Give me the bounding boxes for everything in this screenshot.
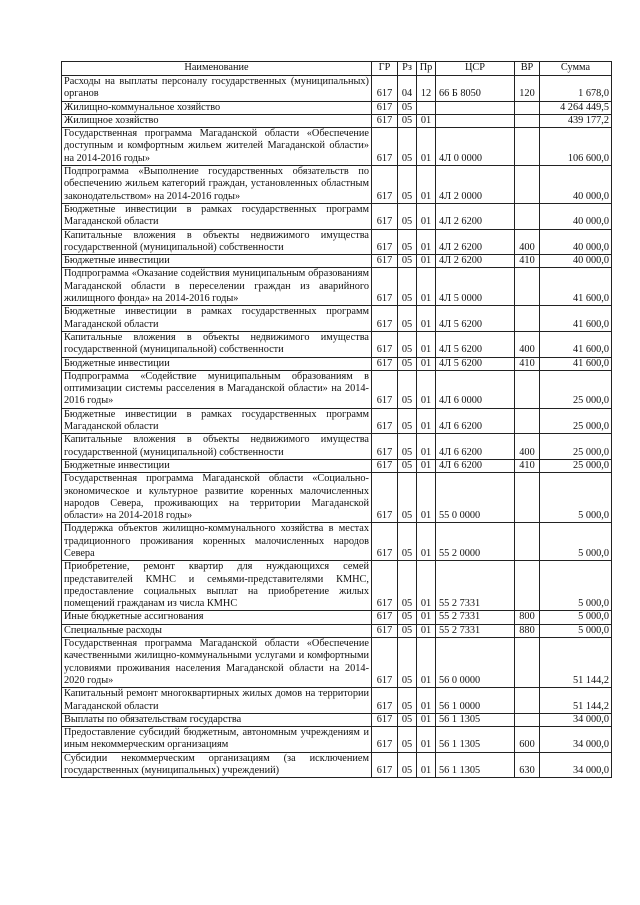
cell-vr: 120 [515, 76, 540, 102]
cell-csr: 4Л 5 6200 [436, 357, 515, 370]
cell-sum: 5 000,0 [540, 473, 612, 523]
cell-sum: 51 144,2 [540, 688, 612, 714]
cell-rz: 05 [398, 114, 417, 127]
table-row [62, 624, 612, 637]
cell-csr: 4Л 5 6200 [436, 331, 515, 357]
cell-csr: 4Л 2 6200 [436, 203, 515, 229]
cell-sum: 5 000,0 [540, 523, 612, 561]
cell-pr: 01 [417, 114, 436, 127]
cell-csr: 56 1 1305 [436, 727, 515, 753]
cell-name: Подпрограмма «Выполнение государственных обязательств по обеспечению жильем категорий граждан, установленных областным законодательством» на 2014-2016 годы» [62, 166, 372, 204]
table-row [62, 203, 612, 229]
cell-pr: 12 [417, 76, 436, 102]
cell-pr: 01 [417, 268, 436, 306]
cell-name: Подпрограмма «Содействие муниципальным образованиям в оптимизации системы расселения в Магаданской области» на 2014-2016 годы» [62, 370, 372, 408]
cell-pr: 01 [417, 128, 436, 166]
cell-csr: 4Л 2 6200 [436, 255, 515, 268]
cell-pr: 01 [417, 370, 436, 408]
cell-csr: 55 2 7331 [436, 561, 515, 611]
cell-vr: 400 [515, 434, 540, 460]
cell-name: Капитальные вложения в объекты недвижимого имущества государственной (муниципальной) собственности [62, 229, 372, 255]
cell-gr: 617 [372, 203, 398, 229]
cell-gr: 617 [372, 101, 398, 114]
cell-rz: 05 [398, 229, 417, 255]
table-row [62, 229, 612, 255]
cell-gr: 617 [372, 331, 398, 357]
cell-pr: 01 [417, 727, 436, 753]
cell-vr: 410 [515, 255, 540, 268]
cell-vr [515, 713, 540, 726]
cell-sum: 5 000,0 [540, 611, 612, 624]
cell-vr [515, 306, 540, 332]
header-pr: Пр [417, 62, 436, 76]
cell-csr: 55 2 7331 [436, 611, 515, 624]
cell-rz: 05 [398, 638, 417, 688]
cell-gr: 617 [372, 128, 398, 166]
cell-name: Специальные расходы [62, 624, 372, 637]
cell-name: Бюджетные инвестиции [62, 255, 372, 268]
cell-name: Капитальный ремонт многоквартирных жилых домов на территории Магаданской области [62, 688, 372, 714]
cell-gr: 617 [372, 713, 398, 726]
cell-pr: 01 [417, 752, 436, 778]
cell-name: Государственная программа Магаданской области «Обеспечение доступным и комфортным жильем жителей Магаданской области» на 2014-2016 годы» [62, 128, 372, 166]
cell-gr: 617 [372, 114, 398, 127]
cell-rz: 05 [398, 713, 417, 726]
cell-pr: 01 [417, 611, 436, 624]
cell-gr: 617 [372, 268, 398, 306]
cell-csr: 56 1 0000 [436, 688, 515, 714]
cell-vr [515, 114, 540, 127]
table-row [62, 128, 612, 166]
cell-csr: 55 0 0000 [436, 473, 515, 523]
header-gr: ГР [372, 62, 398, 76]
cell-sum: 25 000,0 [540, 434, 612, 460]
cell-rz: 05 [398, 459, 417, 472]
cell-rz: 05 [398, 128, 417, 166]
cell-vr [515, 408, 540, 434]
table-row [62, 713, 612, 726]
header-rz: Рз [398, 62, 417, 76]
cell-vr [515, 370, 540, 408]
cell-rz: 05 [398, 688, 417, 714]
cell-name: Государственная программа Магаданской области «Обеспечение качественными жилищно-коммунальными услугами и комфортными условиями проживания населения Магаданской области на 2014-2020 годы» [62, 638, 372, 688]
cell-sum: 41 600,0 [540, 357, 612, 370]
cell-gr: 617 [372, 473, 398, 523]
cell-pr: 01 [417, 523, 436, 561]
budget-table [61, 61, 612, 778]
cell-rz: 05 [398, 434, 417, 460]
cell-gr: 617 [372, 523, 398, 561]
document-page [61, 61, 611, 778]
cell-vr [515, 128, 540, 166]
cell-pr: 01 [417, 166, 436, 204]
cell-csr: 4Л 2 0000 [436, 166, 515, 204]
cell-pr: 01 [417, 434, 436, 460]
cell-gr: 617 [372, 561, 398, 611]
cell-csr: 66 Б 8050 [436, 76, 515, 102]
cell-csr: 56 1 1305 [436, 713, 515, 726]
cell-rz: 05 [398, 523, 417, 561]
cell-gr: 617 [372, 357, 398, 370]
cell-gr: 617 [372, 76, 398, 102]
table-row [62, 434, 612, 460]
table-row [62, 268, 612, 306]
cell-rz: 05 [398, 561, 417, 611]
cell-gr: 617 [372, 434, 398, 460]
cell-gr: 617 [372, 638, 398, 688]
cell-sum: 5 000,0 [540, 624, 612, 637]
cell-vr [515, 166, 540, 204]
cell-gr: 617 [372, 688, 398, 714]
cell-pr: 01 [417, 459, 436, 472]
cell-csr [436, 101, 515, 114]
table-row [62, 357, 612, 370]
cell-name: Жилищное хозяйство [62, 114, 372, 127]
cell-csr: 56 0 0000 [436, 638, 515, 688]
cell-sum: 106 600,0 [540, 128, 612, 166]
cell-name: Подпрограмма «Оказание содействия муниципальным образованиям Магаданской области в переселении граждан из аварийного жилищного фонда» на 2014-2016 годы» [62, 268, 372, 306]
cell-rz: 04 [398, 76, 417, 102]
cell-name: Расходы на выплаты персоналу государственных (муниципальных) органов [62, 76, 372, 102]
table-row [62, 611, 612, 624]
cell-name: Поддержка объектов жилищно-коммунального хозяйства в местах традиционного проживания коренных малочисленных народов Севера [62, 523, 372, 561]
cell-gr: 617 [372, 255, 398, 268]
cell-gr: 617 [372, 166, 398, 204]
cell-sum: 34 000,0 [540, 713, 612, 726]
cell-name: Бюджетные инвестиции в рамках государственных программ Магаданской области [62, 408, 372, 434]
cell-sum: 41 600,0 [540, 331, 612, 357]
cell-csr [436, 114, 515, 127]
cell-pr: 01 [417, 357, 436, 370]
cell-vr: 880 [515, 624, 540, 637]
cell-pr: 01 [417, 561, 436, 611]
cell-gr: 617 [372, 727, 398, 753]
cell-rz: 05 [398, 611, 417, 624]
table-row [62, 255, 612, 268]
table-row [62, 331, 612, 357]
cell-csr: 4Л 6 6200 [436, 434, 515, 460]
cell-vr [515, 473, 540, 523]
cell-gr: 617 [372, 611, 398, 624]
cell-rz: 05 [398, 357, 417, 370]
cell-name: Государственная программа Магаданской области «Социально-экономическое и культурное развитие коренных малочисленных народов Севера, проживающих на территории Магаданской области» на 2014-2018 годы» [62, 473, 372, 523]
cell-sum: 25 000,0 [540, 408, 612, 434]
header-csr: ЦСР [436, 62, 515, 76]
cell-sum: 25 000,0 [540, 459, 612, 472]
cell-name: Приобретение, ремонт квартир для нуждающихся семей представителей КМНС и семьями-представителями КМНС, предоставление социальных выплат на приобретение жилых помещений гражданам из числа КМНС [62, 561, 372, 611]
cell-sum: 40 000,0 [540, 229, 612, 255]
cell-vr [515, 638, 540, 688]
table-row [62, 459, 612, 472]
cell-vr [515, 561, 540, 611]
cell-csr: 4Л 0 0000 [436, 128, 515, 166]
cell-name: Бюджетные инвестиции в рамках государственных программ Магаданской области [62, 203, 372, 229]
cell-name: Субсидии некоммерческим организациям (за исключением государственных (муниципальных) учреждений) [62, 752, 372, 778]
cell-rz: 05 [398, 306, 417, 332]
table-row [62, 752, 612, 778]
cell-gr: 617 [372, 459, 398, 472]
cell-vr [515, 268, 540, 306]
cell-sum: 40 000,0 [540, 255, 612, 268]
cell-sum: 1 678,0 [540, 76, 612, 102]
cell-vr: 600 [515, 727, 540, 753]
cell-rz: 05 [398, 268, 417, 306]
cell-rz: 05 [398, 101, 417, 114]
cell-vr [515, 101, 540, 114]
table-row [62, 370, 612, 408]
cell-gr: 617 [372, 229, 398, 255]
cell-rz: 05 [398, 370, 417, 408]
table-row [62, 408, 612, 434]
cell-pr: 01 [417, 229, 436, 255]
cell-sum: 34 000,0 [540, 752, 612, 778]
cell-csr: 4Л 6 0000 [436, 370, 515, 408]
cell-pr: 01 [417, 255, 436, 268]
cell-sum: 51 144,2 [540, 638, 612, 688]
cell-pr [417, 101, 436, 114]
cell-rz: 05 [398, 624, 417, 637]
cell-name: Иные бюджетные ассигнования [62, 611, 372, 624]
cell-vr [515, 523, 540, 561]
cell-name: Бюджетные инвестиции [62, 459, 372, 472]
table-row [62, 114, 612, 127]
table-row [62, 727, 612, 753]
cell-csr: 4Л 6 6200 [436, 459, 515, 472]
cell-sum: 40 000,0 [540, 203, 612, 229]
cell-sum: 4 264 449,5 [540, 101, 612, 114]
cell-sum: 25 000,0 [540, 370, 612, 408]
table-body [62, 76, 612, 778]
table-row [62, 688, 612, 714]
table-row [62, 561, 612, 611]
table-row [62, 166, 612, 204]
cell-name: Капитальные вложения в объекты недвижимого имущества государственной (муниципальной) собственности [62, 434, 372, 460]
cell-gr: 617 [372, 306, 398, 332]
cell-rz: 05 [398, 473, 417, 523]
cell-csr: 56 1 1305 [436, 752, 515, 778]
cell-rz: 05 [398, 408, 417, 434]
cell-vr [515, 203, 540, 229]
cell-name: Бюджетные инвестиции в рамках государственных программ Магаданской области [62, 306, 372, 332]
cell-rz: 05 [398, 255, 417, 268]
header-sum: Сумма [540, 62, 612, 76]
cell-gr: 617 [372, 370, 398, 408]
cell-sum: 5 000,0 [540, 561, 612, 611]
cell-name: Жилищно-коммунальное хозяйство [62, 101, 372, 114]
table-row [62, 306, 612, 332]
table-row [62, 523, 612, 561]
table-row [62, 638, 612, 688]
cell-vr: 410 [515, 459, 540, 472]
cell-rz: 05 [398, 203, 417, 229]
cell-pr: 01 [417, 331, 436, 357]
cell-pr: 01 [417, 306, 436, 332]
cell-pr: 01 [417, 203, 436, 229]
cell-rz: 05 [398, 752, 417, 778]
header-name: Наименование [62, 62, 372, 76]
cell-vr: 800 [515, 611, 540, 624]
cell-sum: 40 000,0 [540, 166, 612, 204]
cell-csr: 4Л 5 6200 [436, 306, 515, 332]
cell-csr: 4Л 5 0000 [436, 268, 515, 306]
cell-pr: 01 [417, 713, 436, 726]
cell-pr: 01 [417, 688, 436, 714]
cell-sum: 41 600,0 [540, 306, 612, 332]
cell-sum: 41 600,0 [540, 268, 612, 306]
cell-csr: 55 2 0000 [436, 523, 515, 561]
cell-rz: 05 [398, 166, 417, 204]
cell-pr: 01 [417, 624, 436, 637]
cell-vr [515, 688, 540, 714]
cell-name: Бюджетные инвестиции [62, 357, 372, 370]
cell-pr: 01 [417, 408, 436, 434]
cell-pr: 01 [417, 638, 436, 688]
cell-vr: 400 [515, 229, 540, 255]
cell-sum: 439 177,2 [540, 114, 612, 127]
cell-gr: 617 [372, 752, 398, 778]
cell-csr: 4Л 6 6200 [436, 408, 515, 434]
cell-vr: 410 [515, 357, 540, 370]
header-vr: ВР [515, 62, 540, 76]
cell-sum: 34 000,0 [540, 727, 612, 753]
cell-pr: 01 [417, 473, 436, 523]
table-row [62, 473, 612, 523]
cell-vr: 630 [515, 752, 540, 778]
cell-name: Выплаты по обязательствам государства [62, 713, 372, 726]
table-row [62, 76, 612, 102]
cell-csr: 55 2 7331 [436, 624, 515, 637]
cell-csr: 4Л 2 6200 [436, 229, 515, 255]
cell-gr: 617 [372, 624, 398, 637]
cell-name: Капитальные вложения в объекты недвижимого имущества государственной (муниципальной) собственности [62, 331, 372, 357]
cell-vr: 400 [515, 331, 540, 357]
cell-rz: 05 [398, 727, 417, 753]
cell-rz: 05 [398, 331, 417, 357]
cell-name: Предоставление субсидий бюджетным, автономным учреждениям и иным некоммерческим организациям [62, 727, 372, 753]
table-header-row [62, 62, 612, 76]
table-row [62, 101, 612, 114]
cell-gr: 617 [372, 408, 398, 434]
